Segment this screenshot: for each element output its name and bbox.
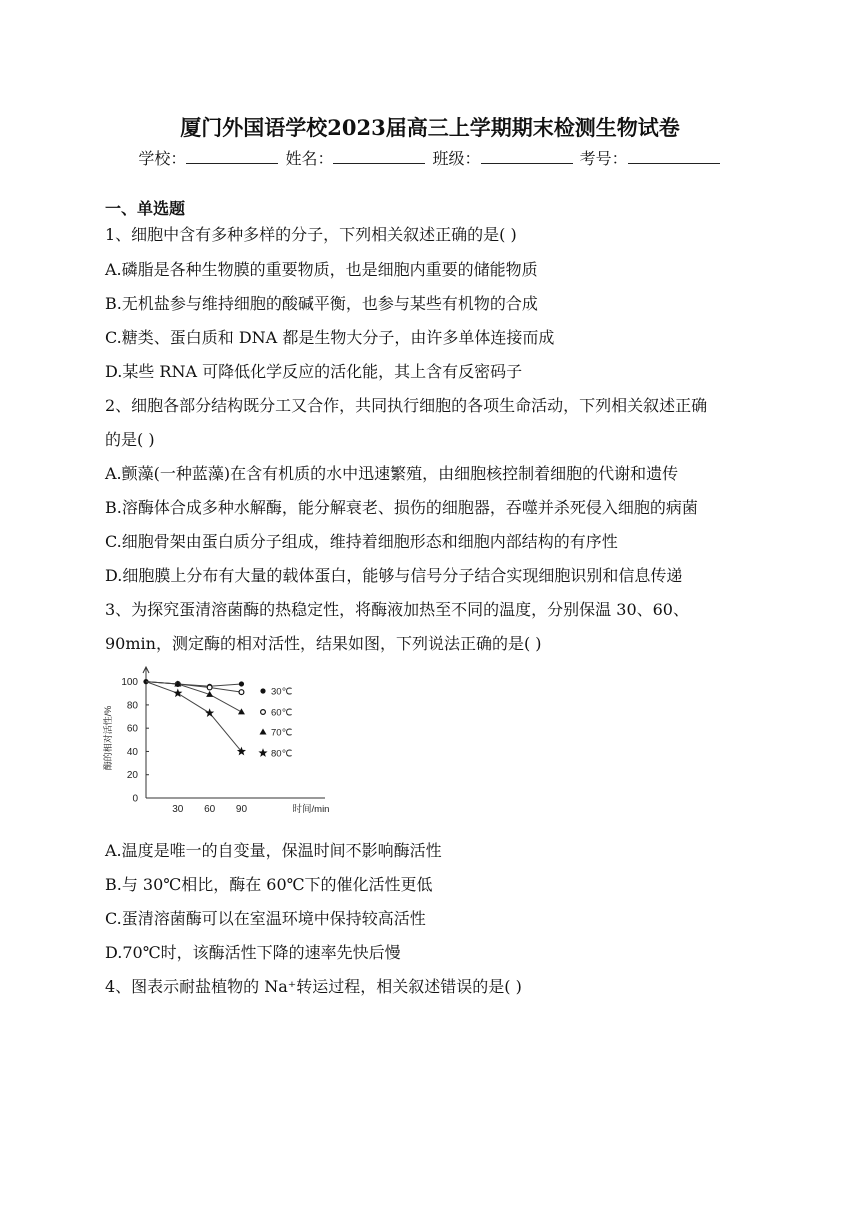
question-3-stem-line-1: 3、为探究蛋清溶菌酶的热稳定性，将酶液加热至不同的温度，分别保温 30、60、 <box>105 600 689 619</box>
info-label-name: 姓名： <box>285 149 334 168</box>
school-blank[interactable] <box>186 149 278 164</box>
x-tick-label: 90 <box>235 804 248 815</box>
y-tick-label: 20 <box>126 770 138 782</box>
series-line-80c <box>146 682 241 752</box>
question-2-option-d: D.细胞膜上分布有大量的载体蛋白，能够与信号分子结合实现细胞识别和信息传递 <box>105 566 683 585</box>
data-point-80c <box>205 708 214 717</box>
exam-title: 厦门外国语学校2023届高三上学期期末检测生物试卷 <box>180 115 680 140</box>
question-3-option-b: B.与 30℃相比，酶在 60℃下的催化活性更低 <box>105 875 433 894</box>
question-2-option-b: B.溶酶体合成多种水解酶，能分解衰老、损伤的细胞器，吞噬并杀死侵入细胞的病菌 <box>105 498 698 517</box>
section-heading: 一、单选题 <box>105 199 186 218</box>
question-4-stem: 4、图表示耐盐植物的 Na⁺转运过程，相关叙述错误的是( ) <box>105 977 522 996</box>
legend-marker-70c <box>260 729 267 735</box>
question-3-option-c: C.蛋清溶菌酶可以在室温环境中保持较高活性 <box>105 909 426 928</box>
y-axis-label: 酶的相对活性/% <box>103 705 113 771</box>
info-label-class: 班级： <box>432 149 481 168</box>
data-point-70c <box>238 708 245 714</box>
question-1-option-c: C.糖类、蛋白质和 DNA 都是生物大分子，由许多单体连接而成 <box>105 328 555 347</box>
question-2-option-a: A.颤藻(一种蓝藻)在含有机质的水中迅速繁殖，由细胞核控制着细胞的代谢和遗传 <box>105 464 679 483</box>
legend-label-70c: 70℃ <box>271 727 293 739</box>
legend-marker-30c <box>260 688 265 693</box>
y-tick-label: 60 <box>126 723 138 735</box>
y-tick-label: 40 <box>126 746 138 758</box>
question-1-option-a: A.磷脂是各种生物膜的重要物质，也是细胞内重要的储能物质 <box>105 260 538 279</box>
data-point-30c <box>239 681 244 686</box>
legend-label-30c: 30℃ <box>271 686 293 698</box>
data-point-80c <box>173 688 182 697</box>
student-info-line <box>0 146 860 169</box>
question-3-option-d: D.70℃时，该酶活性下降的速率先快后慢 <box>105 943 401 962</box>
question-1-option-d: D.某些 RNA 可降低化学反应的活化能，其上含有反密码子 <box>105 362 523 381</box>
legend-label-80c: 80℃ <box>271 748 293 760</box>
info-label-school: 学校： <box>138 149 187 168</box>
info-label-exam-number: 考号： <box>579 149 628 168</box>
y-tick-label: 0 <box>132 793 138 805</box>
exam-number-blank[interactable] <box>628 149 720 164</box>
legend-marker-80c <box>258 748 267 757</box>
y-tick-label: 80 <box>126 700 138 712</box>
question-3-stem-line-2: 90min，测定酶的相对活性，结果如图，下列说法正确的是( ) <box>105 634 542 653</box>
enzyme-activity-chart <box>100 664 330 819</box>
question-2-stem-line-1: 2、细胞各部分结构既分工又合作，共同执行细胞的各项生命活动，下列相关叙述正确 <box>105 396 708 415</box>
x-tick-label: 30 <box>172 804 184 815</box>
data-point-60c <box>239 690 244 695</box>
question-1-stem: 1、细胞中含有多种多样的分子，下列相关叙述正确的是( ) <box>105 225 517 244</box>
class-blank[interactable] <box>481 149 573 164</box>
x-axis-label: 时间/min <box>292 804 330 815</box>
x-tick-label: 60 <box>204 804 216 815</box>
name-blank[interactable] <box>333 149 425 164</box>
legend-label-60c: 60℃ <box>271 707 293 719</box>
data-point-60c <box>207 685 212 690</box>
legend-marker-60c <box>261 710 266 715</box>
question-2-option-c: C.细胞骨架由蛋白质分子组成，维持着细胞形态和细胞内部结构的有序性 <box>105 532 618 551</box>
question-1-option-b: B.无机盐参与维持细胞的酸碱平衡，也参与某些有机物的合成 <box>105 294 538 313</box>
question-2-stem-line-2: 的是( ) <box>105 430 155 449</box>
y-tick-label: 100 <box>121 677 138 689</box>
question-3-option-a: A.温度是唯一的自变量，保温时间不影响酶活性 <box>105 841 442 860</box>
